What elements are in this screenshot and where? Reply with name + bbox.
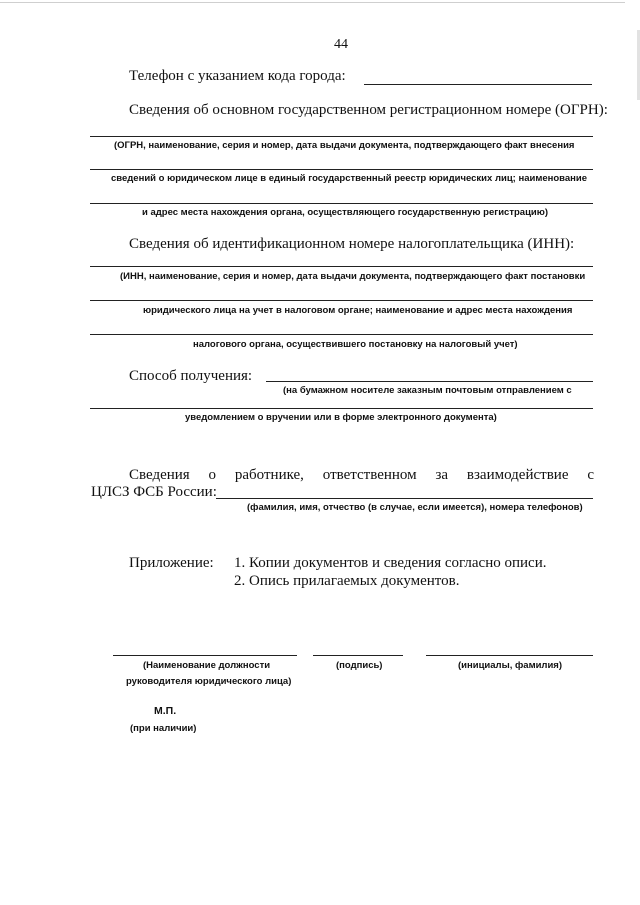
ogrn-input-line-1[interactable] (90, 136, 593, 137)
attachment-item-1: 1. Копии документов и сведения согласно описи. (234, 555, 547, 571)
ogrn-input-line-2[interactable] (90, 169, 593, 170)
ogrn-hint-2: сведений о юридическом лице в единый государственный реестр юридических лиц; наименование (111, 173, 588, 184)
stamp-label: М.П. (154, 705, 177, 717)
employee-word-4: ответственном (322, 467, 417, 483)
signature-input-line[interactable] (313, 655, 403, 656)
employee-word-7: с (587, 467, 594, 483)
attachment-label: Приложение: (129, 555, 214, 571)
employee-hint: (фамилия, имя, отчество (в случае, если имеется), номера телефонов) (247, 502, 583, 513)
phone-label: Телефон с указанием кода города: (129, 68, 346, 84)
employee-word-2: о (208, 467, 217, 483)
method-hint-2: уведомлением о вручении или в форме электронного документа) (185, 412, 497, 423)
ogrn-hint-3: и адрес места нахождения органа, осуществляющего государственную регистрацию) (142, 207, 549, 218)
inn-input-line-2[interactable] (90, 300, 593, 301)
phone-input-line[interactable] (364, 84, 592, 85)
ogrn-hint-1: (ОГРН, наименование, серия и номер, дата выдачи документа, подтверждающего факт внесения (114, 140, 575, 151)
ogrn-heading: Сведения об основном государственном регистрационном номере (ОГРН): (129, 102, 608, 118)
inn-hint-3: налогового органа, осуществившего постановку на налоговый учет) (193, 339, 518, 350)
ogrn-input-line-3[interactable] (90, 203, 593, 204)
position-input-line[interactable] (113, 655, 297, 656)
employee-word-3: работнике, (234, 467, 304, 483)
employee-word-1: Сведения (129, 467, 190, 483)
inn-input-line-1[interactable] (90, 266, 593, 267)
initials-hint: (инициалы, фамилия) (458, 660, 563, 671)
signature-hint: (подпись) (336, 660, 383, 671)
method-hint-1: (на бумажном носителе заказным почтовым отправлением с (283, 385, 572, 396)
employee-heading-row (129, 467, 594, 484)
scan-top-edge (0, 2, 625, 3)
inn-heading: Сведения об идентификационном номере налогоплательщика (ИНН): (129, 236, 575, 252)
employee-input-line[interactable] (216, 498, 593, 499)
method-input-line-2[interactable] (90, 408, 593, 409)
method-label: Способ получения: (129, 368, 253, 384)
attachment-item-2: 2. Опись прилагаемых документов. (234, 573, 460, 589)
page-number: 44 (334, 37, 348, 52)
position-hint-1: (Наименование должности (143, 660, 271, 671)
employee-word-5: за (435, 467, 449, 483)
employee-word-6: взаимодействие (466, 467, 569, 483)
position-hint-2: руководителя юридического лица) (126, 676, 292, 687)
initials-input-line[interactable] (426, 655, 593, 656)
stamp-note: (при наличии) (130, 723, 197, 734)
employee-line2-label: ЦЛСЗ ФСБ России: (91, 484, 217, 500)
method-input-line-1[interactable] (266, 381, 593, 382)
inn-hint-2: юридического лица на учет в налоговом органе; наименование и адрес места нахождения (143, 305, 573, 316)
inn-input-line-3[interactable] (90, 334, 593, 335)
inn-hint-1: (ИНН, наименование, серия и номер, дата выдачи документа, подтверждающего факт постановки (120, 271, 586, 282)
